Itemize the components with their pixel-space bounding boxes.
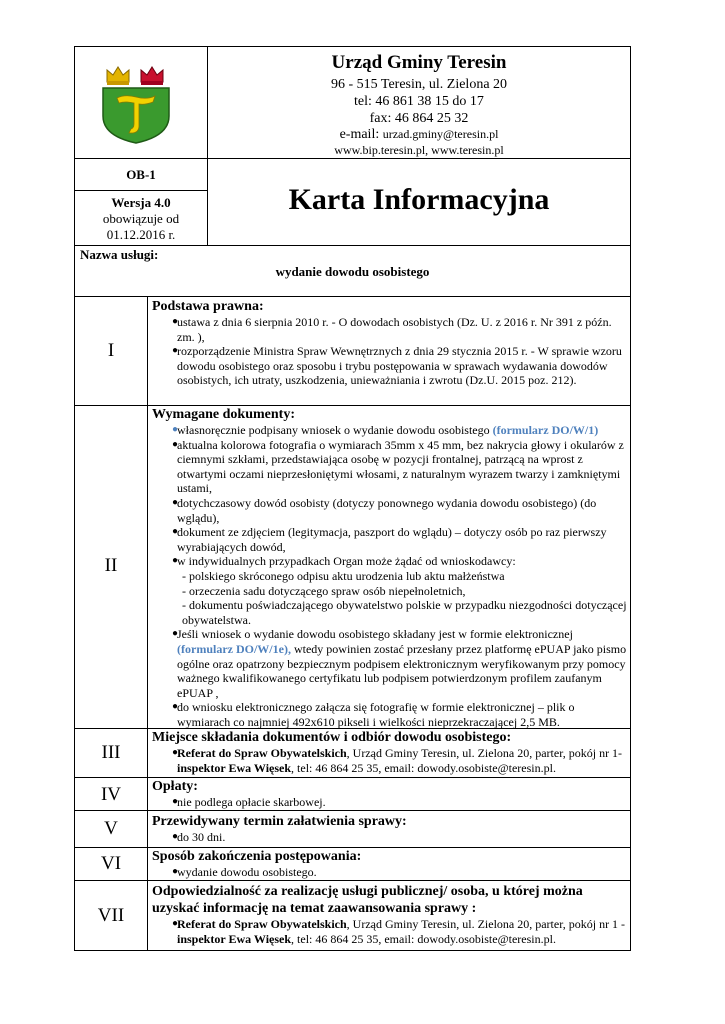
table-line — [74, 296, 631, 297]
section-number: I — [107, 340, 115, 361]
section-title: Wymagane dokumenty: — [152, 407, 295, 422]
office-address: 96 - 515 Teresin, ul. Zielona 20 — [330, 77, 508, 92]
bullet-icon: ● — [172, 747, 179, 758]
form-link-do-w-1e[interactable]: (formularz DO/W/1e), — [177, 641, 291, 656]
section-number: V — [104, 818, 118, 839]
section-number: IV — [100, 784, 122, 805]
list-item: ● własnoręcznie podpisany wniosek o wydanie dowodu osobistego (formularz DO/W/1) — [172, 423, 599, 437]
table-line — [74, 810, 631, 811]
office-name: Urząd Gminy Teresin — [331, 52, 507, 73]
list-item: ● nie podlega opłacie skarbowej. — [172, 795, 326, 809]
table-border-right — [630, 46, 631, 951]
office-email-line — [208, 126, 630, 143]
valid-from-label: obowiązuje od — [102, 211, 180, 226]
document-version-block — [75, 195, 207, 243]
section-title: Sposób zakończenia postępowania: — [152, 849, 362, 864]
list-item: ● rozporządzenie Ministra Spraw Wewnętrznych z dnia 29 stycznia 2015 r. - W sprawie wzoru dowodu osobistego oraz sposobu i trybu postępowania w sprawach wydawania dowodów osobistych, ich utraty, uszkodzenia, unieważniania i zwrotu (Dz.U. 2015 poz. 212). — [172, 344, 622, 388]
bullet-icon: ● — [172, 345, 179, 357]
section-number: II — [104, 555, 118, 576]
service-name: wydanie dowodu osobistego — [275, 264, 430, 279]
list-item: ● Referat do Spraw Obywatelskich, Urząd Gminy Teresin, ul. Zielona 20, parter, pokój nr 1 - inspektor Ewa Więsek, tel: 46 864 25 35, email: dowody.osobiste@teresin.pl. — [172, 917, 626, 946]
list-item: ● do wniosku elektronicznego załącza się fotografię w formie elektronicznej – plik o wymiarach co najmniej 492x610 pikseli i wielkości nieprzekraczającej 2,5 MB. — [172, 700, 575, 729]
list-item: ● do 30 dni. — [172, 830, 226, 844]
office-phone: tel: 46 861 38 15 do 17 — [354, 94, 484, 109]
office-websites[interactable]: www.bip.teresin.pl, www.teresin.pl — [334, 143, 504, 157]
sub-item: - polskiego skróconego odpisu aktu urodzenia lub aktu małżeństwa — [182, 568, 505, 583]
section-title: Przewidywany termin załatwienia sprawy: — [152, 814, 407, 829]
coat-of-arms-logo — [101, 64, 171, 144]
document-code: OB-1 — [126, 167, 156, 182]
section-submission-place — [152, 729, 628, 775]
list-item: ● ustawa z dnia 6 sierpnia 2010 r. - O dowodach osobistych (Dz. U. z 2016 r. Nr 391 z późn. zm. ), — [172, 315, 612, 344]
section-title: Miejsce składania dokumentów i odbiór dowodu osobistego: — [152, 730, 512, 745]
list-item: ● dokument ze zdjęciem (legitymacja, paszport do wglądu) – dotyczy osób po raz pierwszy wyrabiających dowód, — [172, 525, 607, 554]
sub-item: - orzeczenia sadu dotyczącego spraw osób niepełnoletnich, — [182, 583, 466, 598]
form-link-do-w-1[interactable]: (formularz DO/W/1) — [492, 423, 599, 437]
bullet-icon: ● — [172, 628, 179, 640]
section-number: VII — [97, 905, 125, 926]
table-line — [147, 296, 148, 951]
email-link[interactable]: urzad.gminy@teresin.pl — [382, 127, 499, 141]
bullet-icon: ● — [172, 918, 179, 929]
list-item: ● dotychczasowy dowód osobisty (dotyczy ponownego wydania dowodu osobistego) (do wglądu), — [172, 495, 597, 525]
table-border-bottom — [74, 950, 631, 951]
table-border-top — [74, 46, 631, 47]
bullet-icon: ● — [172, 866, 179, 877]
list-item: ● Jeśli wniosek o wydanie dowodu osobistego składany jest w formie elektronicznej (formularz DO/W/1e), wtedy powinien zostać przesłany przez platformę ePUAP jako pismo ogólne oraz opatrzony bezpiecznym podpisem elektronicznym weryfikowanym przy pomocy ważnego kwalifikowanego certyfikatu lub podpisem potwierdzonym profilem zaufanym ePUAP , — [172, 627, 627, 700]
bullet-icon: ● — [172, 796, 179, 807]
bullet-icon: ● — [172, 424, 179, 435]
section-legal-basis — [152, 298, 628, 388]
crown-red-icon — [141, 67, 163, 85]
bullet-icon: ● — [172, 701, 179, 713]
bullet-icon: ● — [172, 831, 179, 842]
service-label: Nazwa usługi: — [80, 247, 159, 262]
page-title: Karta Informacyjna — [288, 183, 550, 216]
section-number: III — [101, 742, 121, 763]
section-responsibility — [152, 883, 628, 946]
bullet-icon: ● — [172, 438, 179, 450]
list-item: ● aktualna kolorowa fotografia o wymiarach 35mm x 45 mm, bez nakrycia głowy i okularów z ciemnymi szkłami, przedstawiająca osobę w pozycji frontalnej, patrzącą na wprost z otwartymi oczami nieprzesłoniętymi włosami, z naturalnym wyrazem twarzy i zamkniętymi ustami, — [172, 437, 624, 496]
bullet-icon: ● — [172, 555, 179, 567]
document-version: Wersja 4.0 — [111, 195, 171, 210]
section-deadline — [152, 813, 628, 845]
section-title: Opłaty: — [152, 779, 198, 794]
table-line — [74, 245, 631, 246]
section-outcome — [152, 848, 628, 880]
office-fax: fax: 46 864 25 32 — [369, 111, 469, 126]
bullet-icon: ● — [172, 496, 179, 508]
section-title: Odpowiedzialność za realizację usługi publicznej/ osoba, u której można uzyskać informację na temat zaawansowania sprawy : — [152, 884, 583, 916]
table-line — [74, 190, 208, 191]
section-title: Podstawa prawna: — [152, 299, 264, 314]
sub-item: - dokumentu poświadczającego obywatelstwo polskie w przypadku niezgodności dotyczącej obywatelstwa. — [182, 598, 627, 627]
section-fees — [152, 778, 628, 810]
section-number: VI — [100, 853, 122, 874]
email-label: e-mail: — [339, 127, 380, 142]
table-line — [74, 880, 631, 881]
list-item: ● wydanie dowodu osobistego. — [172, 865, 317, 879]
bullet-icon: ● — [172, 316, 179, 327]
section-required-documents — [152, 406, 628, 729]
list-item: ● Referat do Spraw Obywatelskich, Urząd Gminy Teresin, ul. Zielona 20, parter, pokój nr 1- inspektor Ewa Więsek, tel: 46 864 25 35, email: dowody.osobiste@teresin.pl. — [172, 746, 623, 775]
list-item: ● w indywidualnych przypadkach Organ może żądać od wnioskodawcy: - polskiego skróconego odpisu aktu urodzenia lub aktu małżeństwa - orzeczenia sadu dotyczącego spraw osób niepełnoletnich, - dokumentu poświadczającego obywatelstwo polskie w przypadku niezgodności dotyczącej obywatelstwa. — [172, 554, 627, 627]
valid-from-date: 01.12.2016 r. — [106, 227, 176, 242]
crown-gold-icon — [107, 67, 129, 85]
bullet-icon: ● — [172, 526, 179, 538]
